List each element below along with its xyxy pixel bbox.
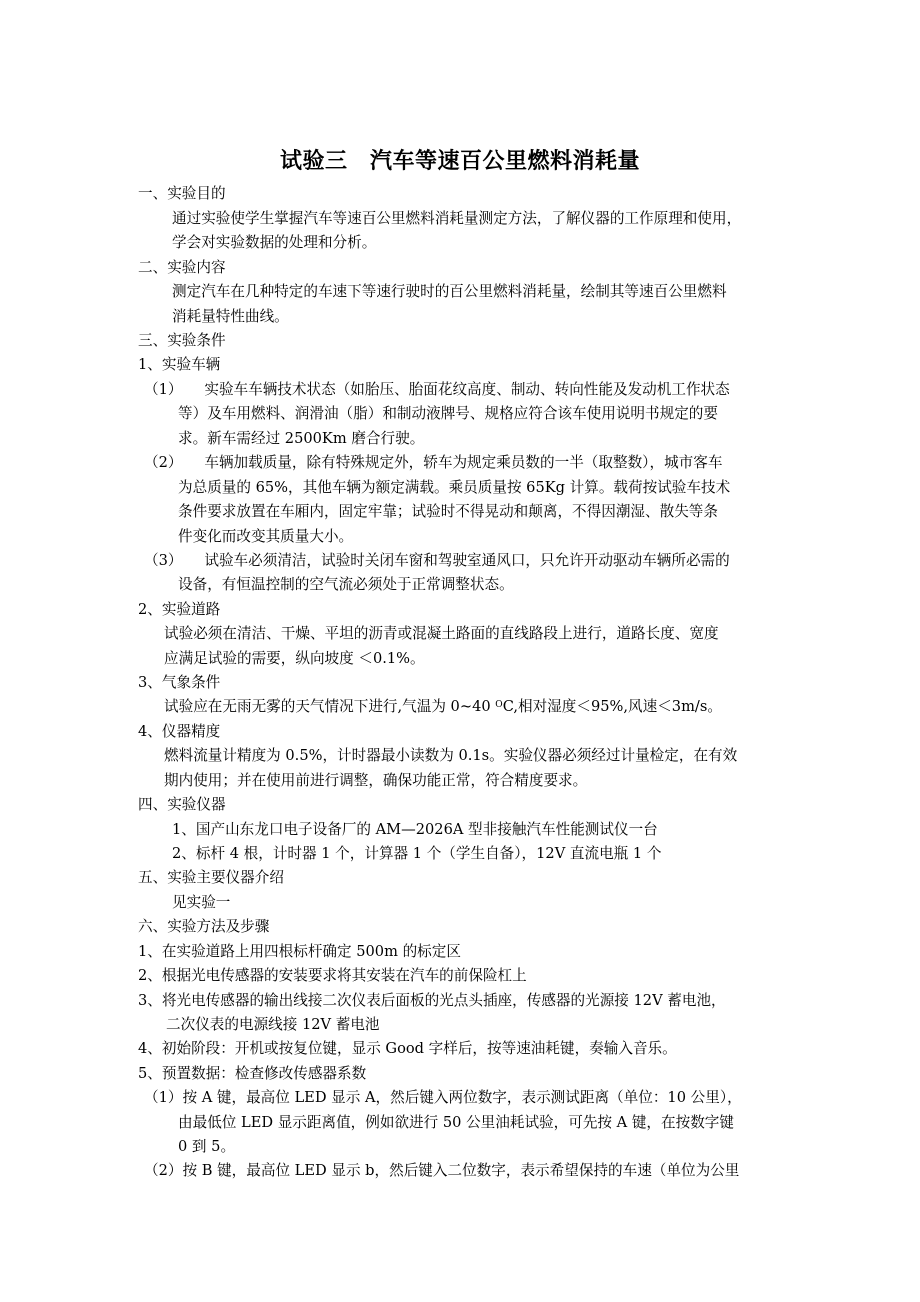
list-item-line: 5、预置数据：检查修改传感器系数 <box>138 1065 367 1082</box>
paragraph-line: 学会对实验数据的处理和分析。 <box>172 234 377 251</box>
paragraph-line: 见实验一 <box>172 894 231 911</box>
list-item-line: 2、标杆 4 根，计时器 1 个，计算器 1 个（学生自备），12V 直流电瓶 1 个 <box>172 845 662 862</box>
paragraph-line: 为总质量的 65%，其他车辆为额定满载。乘员质量按 65Kg 计算。载荷按试验车技术 <box>178 479 731 496</box>
paragraph-line: 应满足试验的需要，纵向坡度 ＜0.1%。 <box>164 650 425 667</box>
paragraph-line: 期内使用；并在使用前进行调整，确保功能正常，符合精度要求。 <box>164 772 588 789</box>
page-title: 试验三 汽车等速百公里燃料消耗量 <box>279 148 640 174</box>
subsection-heading: 1、实验车辆 <box>138 356 221 373</box>
section-heading-5: 五、实验主要仪器介绍 <box>138 869 284 886</box>
paragraph-line: 二次仪表的电源线接 12V 蓄电池 <box>166 1016 380 1033</box>
subsection-heading: 3、气象条件 <box>138 674 221 691</box>
list-item-line: 2、根据光电传感器的安装要求将其安装在汽车的前保险杠上 <box>138 967 527 984</box>
list-item-line: （3） 试验车必须清洁，试验时关闭车窗和驾驶室通风口，只允许开动驱动车辆所必需的 <box>144 552 730 569</box>
section-heading-4: 四、实验仪器 <box>138 796 226 813</box>
paragraph-line: 件变化而改变其质量大小。 <box>178 528 354 545</box>
paragraph-line: 条件要求放置在车厢内，固定牢靠；试验时不得晃动和颠离，不得因潮湿、散失等条 <box>178 503 718 520</box>
paragraph-line: 消耗量特性曲线。 <box>172 308 289 325</box>
superscript-degree: O <box>495 700 503 710</box>
list-item-line: （1）按 A 键，最高位 LED 显示 A，然后键入两位数字，表示测试距离（单位：10 公里）， <box>144 1089 742 1106</box>
section-heading-1: 一、实验目的 <box>138 185 226 202</box>
list-item-line: 3、将光电传感器的输出线接二次仪表后面板的光点头插座，传感器的光源接 12V 蓄电池， <box>138 992 726 1009</box>
paragraph-line: 测定汽车在几种特定的车速下等速行驶时的百公里燃料消耗量，绘制其等速百公里燃料 <box>172 283 727 300</box>
list-item-line: （1） 实验车车辆技术状态（如胎压、胎面花纹高度、制动、转向性能及发动机工作状态 <box>144 381 730 398</box>
subsection-heading: 2、实验道路 <box>138 601 221 618</box>
paragraph-line: 设备，有恒温控制的空气流必须处于正常调整状态。 <box>178 576 514 593</box>
paragraph-line <box>164 697 722 717</box>
text-run: 试验应在无雨无雾的天气情况下进行,气温为 0~40 <box>164 698 496 715</box>
section-heading-2: 二、实验内容 <box>138 259 226 276</box>
list-item-line: （2） 车辆加载质量，除有特殊规定外，轿车为规定乘员数的一半（取整数），城市客车 <box>144 454 723 471</box>
paragraph-line: 等）及车用燃料、润滑油（脂）和制动液牌号、规格应符合该车使用说明书规定的要 <box>178 405 718 422</box>
paragraph-line: 燃料流量计精度为 0.5%，计时器最小读数为 0.1s。实验仪器必须经过计量检定，在有效 <box>164 747 738 764</box>
list-item-line: 1、国产山东龙口电子设备厂的 AM—2026A 型非接触汽车性能测试仪一台 <box>172 821 658 838</box>
list-item-line: 1、在实验道路上用四根标杆确定 500m 的标定区 <box>138 943 461 960</box>
section-heading-6: 六、实验方法及步骤 <box>138 918 270 935</box>
text-run: C,相对湿度＜95%,风速＜3m/s。 <box>502 698 722 715</box>
subsection-heading: 4、仪器精度 <box>138 723 221 740</box>
list-item-line: 4、初始阶段：开机或按复位键，显示 Good 字样后，按等速油耗键，奏输入音乐。 <box>138 1040 677 1057</box>
section-heading-3: 三、实验条件 <box>138 332 226 349</box>
list-item-line: （2）按 B 键，最高位 LED 显示 b，然后键入二位数字，表示希望保持的车速（单位为公里 <box>144 1162 740 1179</box>
paragraph-line: 试验必须在清洁、干燥、平坦的沥青或混凝土路面的直线路段上进行，道路长度、宽度 <box>164 625 719 642</box>
paragraph-line: 0 到 5。 <box>178 1138 236 1155</box>
paragraph-line: 通过实验使学生掌握汽车等速百公里燃料消耗量测定方法，了解仪器的工作原理和使用， <box>172 210 742 227</box>
paragraph-line: 由最低位 LED 显示距离值，例如欲进行 50 公里油耗试验，可先按 A 键，在按数字键 <box>178 1114 734 1131</box>
paragraph-line: 求。新车需经过 2500Km 磨合行驶。 <box>178 430 425 447</box>
